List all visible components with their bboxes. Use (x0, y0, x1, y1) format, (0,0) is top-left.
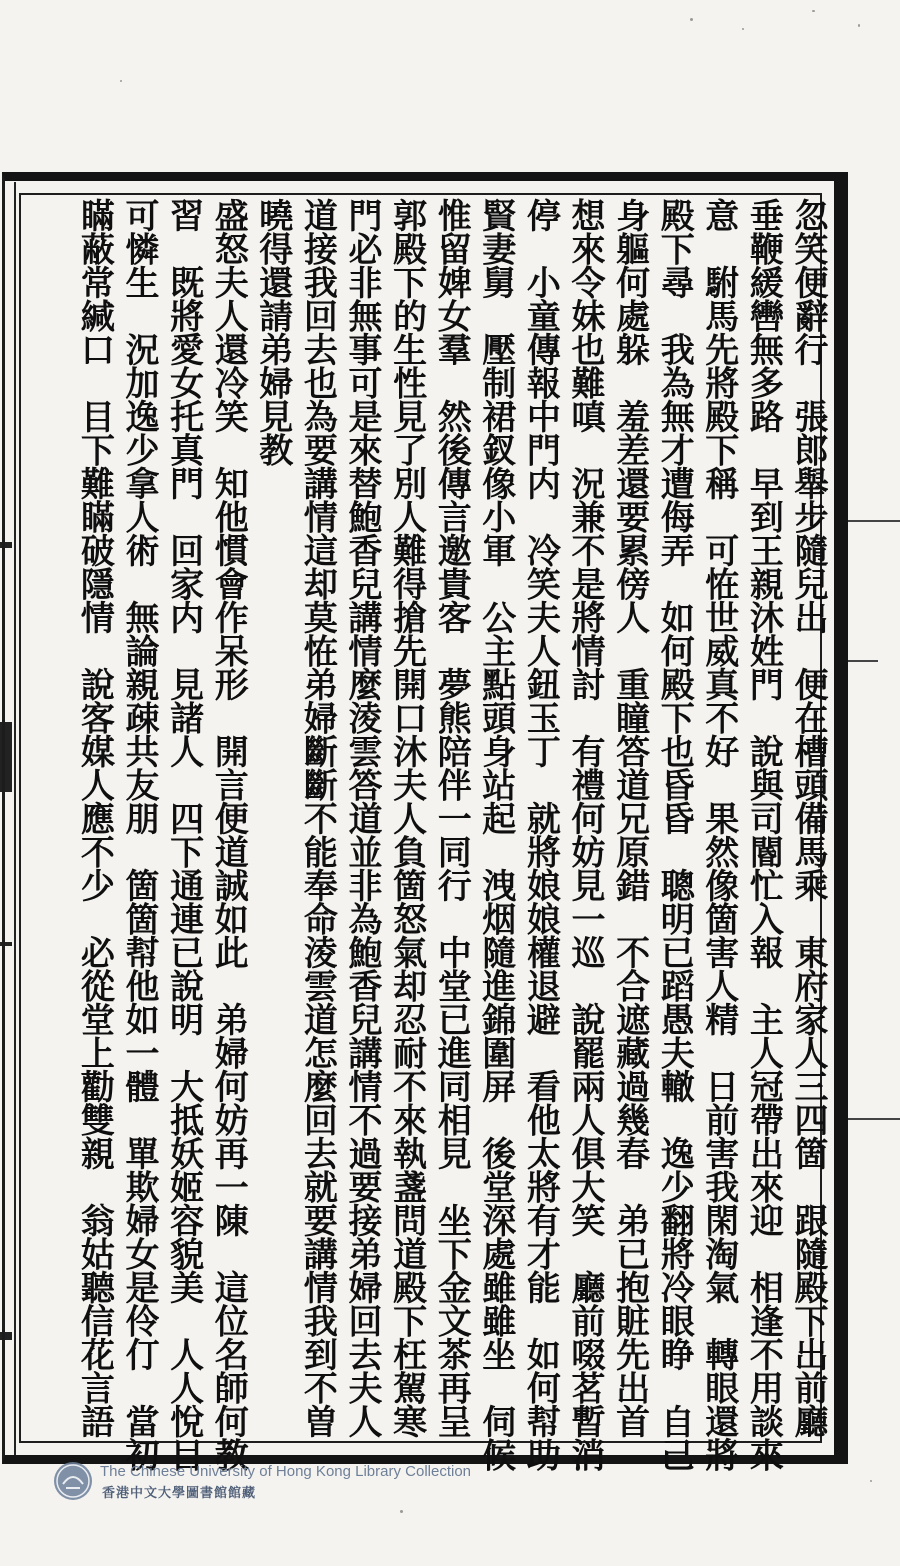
paper-speck (858, 24, 860, 27)
text-column: 垂鞭緩轡無多路 早到王親沐姓門 說與司閽忙入報 主人冠帶出來迎 相逢不用談來 (743, 198, 784, 1471)
text-column: 停 小童傳報中門内 冷笑夫人鈕玉丁 就將娘娘權退避 看他太將有才能 如何幇助 (520, 198, 561, 1471)
paper-speck (400, 1510, 403, 1513)
page-edge-tick (848, 660, 878, 662)
paper-speck (120, 80, 122, 82)
page-edge-tick (848, 1118, 900, 1120)
page-edge-tick (848, 520, 900, 522)
text-column: 殿下尋 我為無才遭侮弄 如何殿下也昏昏 聰明已蹈愚夫轍 逸少翻將冷眼睁 自己 (654, 198, 695, 1471)
text-column: 賢妻舅 壓制裙釵像小軍 公主點頭身站起 洩烟隨進錦圍屏 後堂深處雖雖坐 伺候 (475, 198, 516, 1471)
text-column: 可憐生 況加逸少拿人術 無論親疎共友朋 箇箇幇他如一體 單欺婦女是伶仃 當初 (119, 198, 159, 1471)
text-column: 想來令妹也難嗔 況兼不是將情討 有禮何妨見一巡 說罷兩人俱大笑 廳前啜茗暫消 (565, 198, 605, 1471)
text-column: 習 既將愛女托真門 回家内 見諸人 四下通連已說明 大抵妖姬容貌美 人人悅目 (163, 198, 204, 1471)
text-column: 門必非無事可是來替鮑香兒講情麼淩雲答道並非為鮑香兒講情不過要接弟婦回去夫人 (342, 198, 382, 1438)
paper-speck (812, 10, 815, 12)
paper-speck (870, 1480, 872, 1482)
text-column: 意 駙馬先將殿下稱 可恠世威真不好 果然像箇害人精 日前害我閑淘氣 轉眼還將 (698, 198, 739, 1471)
text-column: 忽笑便辭行 張郎舉步隨兒出 便在槽頭備馬乘 東府家人三四箇 跟隨殿下出前廳 (788, 198, 828, 1438)
paper-speck (742, 28, 744, 30)
text-column: 惟留婢女羣 然後傳言邀貴客 夢熊陪伴一同行 中堂已進同相見 坐下金文茶再呈 (431, 198, 472, 1438)
text-column: 郭殿下的生性見了別人難得搶先開口沐夫人負箇怒氣却忍耐不來執盞問道殿下枉駕寒 (386, 198, 427, 1438)
text-column: 曉得還請弟婦見教 (252, 198, 293, 466)
text-column: 道接我回去也為要講情這却莫恠弟婦斷斷不能奉命淩雲道怎麼回去就要講情我到不曽 (297, 198, 338, 1438)
cuhk-library-seal-icon (54, 1462, 92, 1500)
paper-speck (690, 18, 693, 21)
text-column: 身軀何處躲 羞差還要累傍人 重瞳答道兄原錯 不合遮藏過幾春 弟已抱賍先出首 (609, 198, 650, 1438)
watermark-english-text: The Chinese University of Hong Kong Library Collection (100, 1463, 472, 1480)
watermark-chinese-text: 香港中文大學圖書館館藏 (102, 1486, 257, 1501)
text-column: 瞞蔽常緘口 目下難瞞破隱情 說客媒人應不少 必從堂上勸雙親 翁姑聽信花言語 (74, 198, 115, 1438)
text-column: 盛怒夫人還冷笑 知他慣會作呆形 開言便道誠如此 弟婦何妨再一陳 這位名師何教 (208, 198, 249, 1471)
